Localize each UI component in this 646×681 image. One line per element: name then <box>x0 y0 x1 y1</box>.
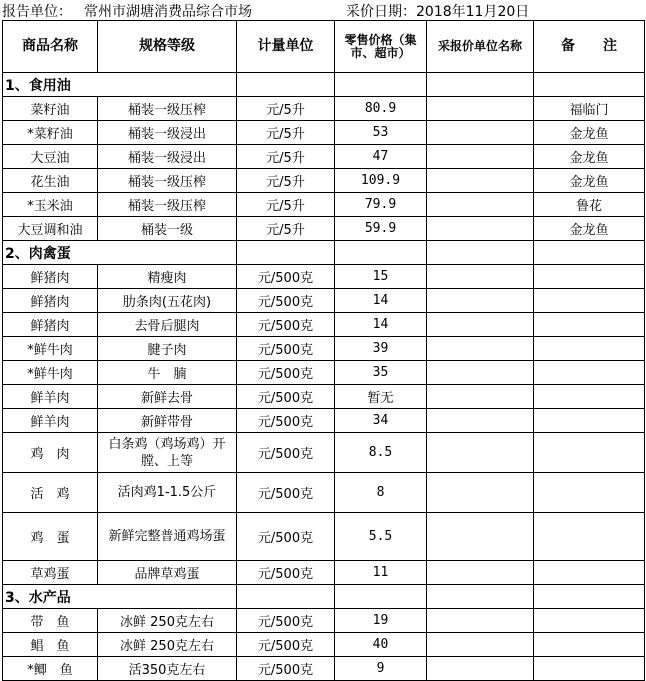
cell-name: 带 鱼 <box>3 609 98 633</box>
cell-unit: 元/500克 <box>237 609 335 633</box>
cell-note: 福临门 <box>534 97 645 121</box>
cell-unit: 元/5升 <box>237 169 335 193</box>
category-empty-cell <box>335 585 427 609</box>
cell-note <box>534 409 645 433</box>
report-unit-value: 常州市湖塘消费品综合市场 <box>84 4 252 20</box>
table-row <box>3 145 645 169</box>
cell-unit: 元/500克 <box>237 313 335 337</box>
cell-reporter <box>427 361 534 385</box>
col-header-name: 商品名称 <box>3 21 98 73</box>
cell-price: 9 <box>335 657 427 681</box>
cell-name: *玉米油 <box>3 193 98 217</box>
cell-price: 14 <box>335 313 427 337</box>
cell-spec: 新鲜去骨 <box>98 385 237 409</box>
cell-name: 花生油 <box>3 169 98 193</box>
price-date <box>346 1 529 21</box>
cell-name: 鲜猪肉 <box>3 265 98 289</box>
col-header-unit: 计量单位 <box>237 21 335 73</box>
cell-price: 14 <box>335 289 427 313</box>
cell-reporter <box>427 169 534 193</box>
table-row <box>3 337 645 361</box>
cell-price: 109.9 <box>335 169 427 193</box>
cell-spec: 活肉鸡1-1.5公斤 <box>98 473 237 513</box>
cell-spec: 新鲜带骨 <box>98 409 237 433</box>
cell-price: 15 <box>335 265 427 289</box>
category-empty-cell <box>534 585 645 609</box>
cell-spec: 活350克左右 <box>98 657 237 681</box>
cell-note: 金龙鱼 <box>534 145 645 169</box>
cell-note <box>534 337 645 361</box>
cell-price: 暂无 <box>335 385 427 409</box>
table-row <box>3 513 645 561</box>
cell-reporter <box>427 561 534 585</box>
cell-price: 59.9 <box>335 217 427 241</box>
cell-note: 金龙鱼 <box>534 169 645 193</box>
cell-note <box>534 433 645 473</box>
cell-name: 鲜羊肉 <box>3 385 98 409</box>
col-header-note: 备 注 <box>534 21 645 73</box>
cell-reporter <box>427 313 534 337</box>
col-header-reporter: 采报价单位名称 <box>427 21 534 73</box>
table-row <box>3 657 645 681</box>
table-row <box>3 289 645 313</box>
cell-unit: 元/500克 <box>237 361 335 385</box>
cell-name: *鲫 鱼 <box>3 657 98 681</box>
cell-unit: 元/500克 <box>237 265 335 289</box>
cell-price: 47 <box>335 145 427 169</box>
category-title: 1、食用油 <box>3 73 237 97</box>
cell-reporter <box>427 265 534 289</box>
cell-reporter <box>427 145 534 169</box>
cell-spec: 桶装一级浸出 <box>98 121 237 145</box>
table-row <box>3 97 645 121</box>
category-empty-cell <box>237 73 335 97</box>
cell-reporter <box>427 217 534 241</box>
cell-spec: 桶装一级 <box>98 217 237 241</box>
cell-spec: 冰鲜 250克左右 <box>98 633 237 657</box>
cell-price: 8 <box>335 473 427 513</box>
category-empty-cell <box>237 585 335 609</box>
cell-reporter <box>427 409 534 433</box>
category-empty-cell <box>335 73 427 97</box>
cell-price: 8.5 <box>335 433 427 473</box>
cell-spec: 精瘦肉 <box>98 265 237 289</box>
cell-unit: 元/500克 <box>237 473 335 513</box>
cell-note <box>534 385 645 409</box>
table-row <box>3 265 645 289</box>
cell-unit: 元/500克 <box>237 433 335 473</box>
cell-spec: 白条鸡（鸡场鸡）开膛、上等 <box>98 433 237 473</box>
cell-reporter <box>427 193 534 217</box>
cell-name: 鲳 鱼 <box>3 633 98 657</box>
cell-name: 鲜羊肉 <box>3 409 98 433</box>
category-empty-cell <box>427 241 534 265</box>
cell-unit: 元/500克 <box>237 561 335 585</box>
table-row <box>3 169 645 193</box>
cell-reporter <box>427 385 534 409</box>
table-row <box>3 409 645 433</box>
cell-note <box>534 633 645 657</box>
cell-spec: 肋条肉(五花肉) <box>98 289 237 313</box>
report-unit <box>2 1 252 21</box>
cell-price: 39 <box>335 337 427 361</box>
cell-name: 鸡 蛋 <box>3 513 98 561</box>
cell-note <box>534 561 645 585</box>
cell-unit: 元/500克 <box>237 337 335 361</box>
cell-note <box>534 289 645 313</box>
cell-price: 35 <box>335 361 427 385</box>
cell-spec: 桶装一级压榨 <box>98 193 237 217</box>
category-empty-cell <box>427 73 534 97</box>
cell-note <box>534 265 645 289</box>
cell-unit: 元/5升 <box>237 217 335 241</box>
cell-note <box>534 609 645 633</box>
col-header-price: 零售价格（集市、超市） <box>335 21 427 73</box>
cell-name: 大豆油 <box>3 145 98 169</box>
cell-unit: 元/5升 <box>237 97 335 121</box>
cell-unit: 元/500克 <box>237 385 335 409</box>
cell-name: *鲜牛肉 <box>3 337 98 361</box>
category-empty-cell <box>534 241 645 265</box>
cell-reporter <box>427 473 534 513</box>
category-row <box>3 585 645 609</box>
cell-name: *菜籽油 <box>3 121 98 145</box>
col-header-spec: 规格等级 <box>98 21 237 73</box>
cell-spec: 冰鲜 250克左右 <box>98 609 237 633</box>
table-body <box>3 73 645 681</box>
table-row <box>3 633 645 657</box>
cell-note <box>534 513 645 561</box>
price-table <box>2 20 645 681</box>
cell-note <box>534 473 645 513</box>
table-row <box>3 193 645 217</box>
report-unit-label: 报告单位： <box>2 4 72 20</box>
category-title: 3、水产品 <box>3 585 237 609</box>
cell-unit: 元/500克 <box>237 633 335 657</box>
cell-name: 菜籽油 <box>3 97 98 121</box>
category-row <box>3 73 645 97</box>
table-row <box>3 609 645 633</box>
cell-reporter <box>427 433 534 473</box>
cell-unit: 元/500克 <box>237 409 335 433</box>
category-empty-cell <box>427 585 534 609</box>
cell-reporter <box>427 513 534 561</box>
cell-price: 40 <box>335 633 427 657</box>
cell-unit: 元/500克 <box>237 513 335 561</box>
cell-name: *鲜牛肉 <box>3 361 98 385</box>
cell-spec: 桶装一级压榨 <box>98 169 237 193</box>
table-row <box>3 361 645 385</box>
category-empty-cell <box>534 73 645 97</box>
cell-unit: 元/500克 <box>237 657 335 681</box>
cell-price: 34 <box>335 409 427 433</box>
table-row <box>3 433 645 473</box>
table-row <box>3 561 645 585</box>
category-row <box>3 241 645 265</box>
cell-note: 金龙鱼 <box>534 121 645 145</box>
table-row <box>3 217 645 241</box>
cell-reporter <box>427 657 534 681</box>
table-row <box>3 385 645 409</box>
cell-note <box>534 361 645 385</box>
cell-name: 鲜猪肉 <box>3 289 98 313</box>
cell-price: 5.5 <box>335 513 427 561</box>
cell-price: 79.9 <box>335 193 427 217</box>
cell-price: 11 <box>335 561 427 585</box>
cell-unit: 元/5升 <box>237 145 335 169</box>
cell-name: 鲜猪肉 <box>3 313 98 337</box>
cell-spec: 桶装一级压榨 <box>98 97 237 121</box>
table-row <box>3 473 645 513</box>
price-date-label: 采价日期： <box>346 4 416 20</box>
cell-price: 80.9 <box>335 97 427 121</box>
cell-spec: 新鲜完整普通鸡场蛋 <box>98 513 237 561</box>
table-row <box>3 121 645 145</box>
cell-reporter <box>427 633 534 657</box>
cell-reporter <box>427 289 534 313</box>
category-title: 2、肉禽蛋 <box>3 241 237 265</box>
cell-price: 19 <box>335 609 427 633</box>
cell-spec: 桶装一级浸出 <box>98 145 237 169</box>
cell-spec: 品牌草鸡蛋 <box>98 561 237 585</box>
cell-note <box>534 657 645 681</box>
cell-name: 大豆调和油 <box>3 217 98 241</box>
cell-note: 金龙鱼 <box>534 217 645 241</box>
cell-name: 鸡 肉 <box>3 433 98 473</box>
table-header-row <box>3 21 645 73</box>
cell-unit: 元/500克 <box>237 289 335 313</box>
cell-price: 53 <box>335 121 427 145</box>
cell-reporter <box>427 337 534 361</box>
cell-unit: 元/5升 <box>237 193 335 217</box>
category-empty-cell <box>237 241 335 265</box>
price-date-value: 2018年11月20日 <box>416 4 530 20</box>
cell-spec: 牛 腩 <box>98 361 237 385</box>
cell-reporter <box>427 609 534 633</box>
cell-note: 鲁花 <box>534 193 645 217</box>
report-header <box>0 0 646 20</box>
cell-note <box>534 313 645 337</box>
cell-reporter <box>427 121 534 145</box>
cell-spec: 去骨后腿肉 <box>98 313 237 337</box>
cell-name: 活 鸡 <box>3 473 98 513</box>
cell-spec: 腱子肉 <box>98 337 237 361</box>
cell-reporter <box>427 97 534 121</box>
cell-name: 草鸡蛋 <box>3 561 98 585</box>
category-empty-cell <box>335 241 427 265</box>
table-row <box>3 313 645 337</box>
cell-unit: 元/5升 <box>237 121 335 145</box>
